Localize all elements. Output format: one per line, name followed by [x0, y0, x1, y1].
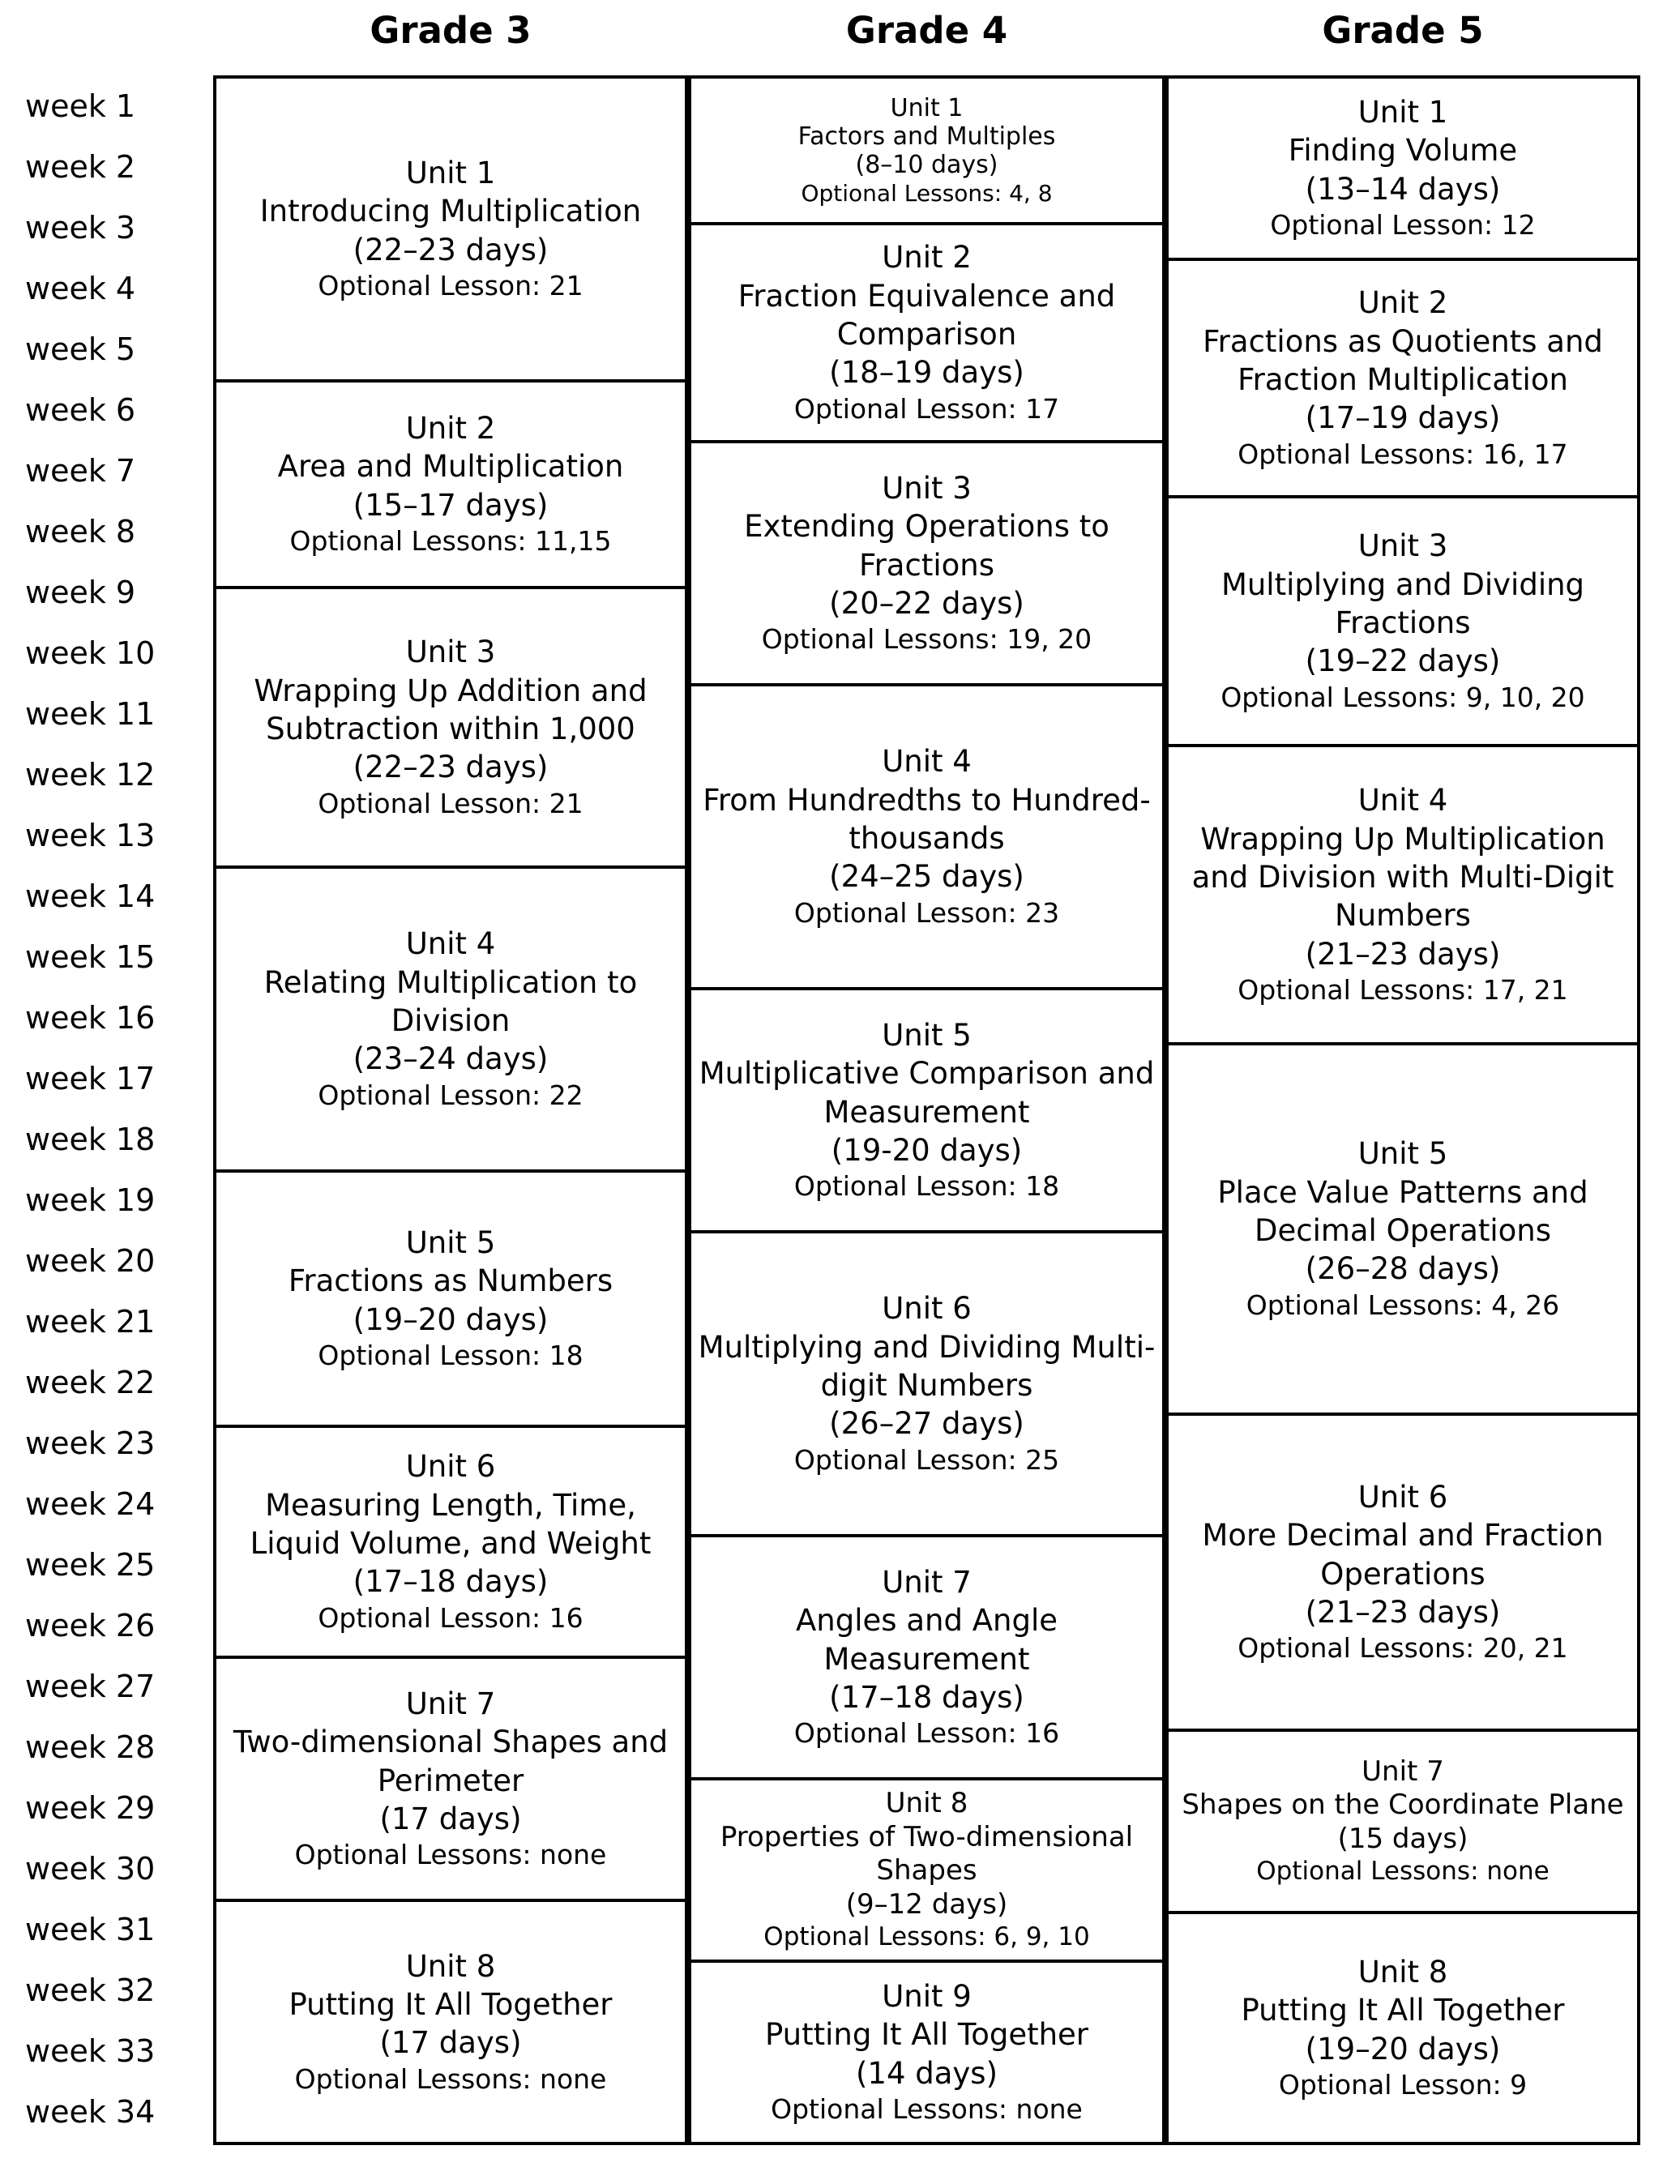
week-label: week 18: [25, 1121, 156, 1157]
week-label: week 26: [25, 1607, 156, 1643]
unit-number: Unit 5: [882, 1017, 972, 1053]
unit-number: Unit 2: [1357, 285, 1448, 321]
unit-number: Unit 2: [882, 240, 972, 276]
week-label: week 34: [25, 2093, 156, 2130]
unit-days: (17 days): [379, 1801, 522, 1836]
unit-cell-grade4-unit7: [688, 1534, 1165, 1780]
unit-number: Unit 4: [882, 744, 972, 780]
grade-column-5: [1165, 75, 1640, 2145]
unit-days: (13–14 days): [1305, 171, 1501, 207]
week-label: week 12: [25, 756, 156, 793]
unit-number: Unit 5: [1357, 1136, 1448, 1172]
unit-number: Unit 2: [405, 411, 496, 447]
week-label: week 29: [25, 1789, 156, 1826]
unit-cell-grade5-unit7: [1165, 1729, 1640, 1914]
unit-number: Unit 6: [405, 1449, 496, 1485]
unit-optional: Optional Lessons: 4, 26: [1246, 1289, 1560, 1321]
unit-cell-grade3-unit3: [213, 586, 688, 869]
unit-cell-grade3-unit7: [213, 1656, 688, 1902]
unit-days: (19–20 days): [1305, 2031, 1501, 2066]
week-label: week 25: [25, 1546, 156, 1583]
unit-title: Finding Volume: [1288, 133, 1518, 169]
week-label: week 3: [25, 209, 136, 246]
unit-number: Unit 3: [1357, 528, 1448, 564]
unit-days: (23–24 days): [353, 1041, 549, 1077]
week-label: week 30: [25, 1850, 156, 1887]
unit-title: Putting It All Together: [1241, 1993, 1565, 2028]
unit-title: Putting It All Together: [764, 2017, 1089, 2053]
unit-cell-grade3-unit5: [213, 1169, 688, 1428]
unit-optional: Optional Lesson: 12: [1270, 209, 1536, 241]
unit-title: More Decimal and Fraction Operations: [1202, 1518, 1604, 1592]
unit-cell-grade3-unit2: [213, 379, 688, 589]
unit-days: (17–18 days): [353, 1564, 549, 1600]
unit-number: Unit 1: [405, 156, 496, 191]
week-label: week 32: [25, 1972, 156, 2008]
grade-header-4: Grade 4: [845, 8, 1008, 52]
unit-cell-grade5-unit6: [1165, 1413, 1640, 1732]
unit-title: Putting It All Together: [289, 1986, 613, 2022]
unit-title: Place Value Patterns and Decimal Operations: [1217, 1174, 1588, 1249]
week-label: week 31: [25, 1911, 156, 1947]
unit-days: (24–25 days): [829, 859, 1024, 895]
unit-optional: Optional Lesson: 18: [318, 1340, 584, 1372]
unit-cell-grade4-unit4: [688, 683, 1165, 990]
unit-optional: Optional Lessons: 19, 20: [761, 623, 1092, 656]
unit-number: Unit 1: [890, 93, 964, 122]
unit-title: From Hundredths to Hundred-thousands: [703, 782, 1151, 857]
unit-number: Unit 9: [882, 1979, 972, 2015]
week-label: week 7: [25, 452, 136, 489]
week-label: week 9: [25, 574, 136, 610]
grade-column-4: [688, 75, 1165, 2145]
unit-days: (18–19 days): [829, 355, 1024, 391]
unit-title: Shapes on the Coordinate Plane: [1182, 1789, 1624, 1822]
unit-optional: Optional Lessons: 11,15: [289, 525, 612, 558]
week-label: week 27: [25, 1668, 156, 1704]
unit-optional: Optional Lesson: 16: [793, 1717, 1060, 1750]
unit-title: Fraction Equivalence and Comparison: [737, 278, 1116, 353]
week-label: week 33: [25, 2032, 156, 2069]
unit-days: (17–18 days): [829, 1679, 1024, 1715]
unit-title: Relating Multiplication to Division: [263, 964, 638, 1039]
unit-cell-grade3-unit8: [213, 1899, 688, 2145]
unit-title: Wrapping Up Addition and Subtraction within 1,000: [254, 673, 648, 747]
unit-days: (26–27 days): [829, 1406, 1024, 1442]
unit-days: (17 days): [379, 2025, 522, 2061]
unit-optional: Optional Lesson: 22: [318, 1079, 584, 1111]
unit-optional: Optional Lesson: 9: [1278, 2069, 1528, 2101]
unit-number: Unit 3: [405, 635, 496, 670]
unit-number: Unit 7: [1362, 1754, 1444, 1788]
unit-optional: Optional Lesson: 16: [318, 1601, 584, 1634]
unit-title: Extending Operations to Fractions: [744, 509, 1109, 583]
unit-cell-grade5-unit5: [1165, 1042, 1640, 1416]
unit-title: Wrapping Up Multiplication and Division with Multi-Digit Numbers: [1191, 821, 1614, 934]
week-label: week 10: [25, 635, 156, 671]
unit-number: Unit 7: [405, 1686, 496, 1721]
week-label: week 2: [25, 148, 136, 185]
unit-optional: Optional Lessons: none: [771, 2093, 1083, 2126]
unit-days: (8–10 days): [855, 151, 998, 180]
week-label: week 20: [25, 1242, 156, 1279]
grade-header-3: Grade 3: [370, 8, 532, 52]
unit-cell-grade4-unit5: [688, 987, 1165, 1233]
unit-optional: Optional Lessons: 20, 21: [1238, 1632, 1568, 1665]
week-label: week 5: [25, 331, 136, 367]
unit-optional: Optional Lesson: 21: [318, 270, 584, 302]
unit-number: Unit 8: [1357, 1955, 1448, 1990]
unit-number: Unit 6: [882, 1291, 972, 1327]
unit-optional: Optional Lessons: 6, 9, 10: [763, 1922, 1090, 1952]
unit-days: (19–22 days): [1305, 643, 1501, 679]
unit-number: Unit 8: [885, 1787, 968, 1820]
unit-optional: Optional Lessons: none: [294, 1839, 607, 1871]
unit-number: Unit 3: [882, 470, 972, 506]
week-label: week 15: [25, 938, 156, 975]
week-label: week 8: [25, 513, 136, 549]
unit-number: Unit 6: [1357, 1479, 1448, 1515]
unit-cell-grade4-unit6: [688, 1230, 1165, 1537]
unit-days: (15–17 days): [353, 487, 549, 523]
unit-title: Angles and Angle Measurement: [796, 1603, 1058, 1677]
unit-cell-grade5-unit4: [1165, 744, 1640, 1045]
unit-cell-grade4-unit8: [688, 1777, 1165, 1963]
week-label: week 4: [25, 270, 136, 306]
unit-number: Unit 4: [405, 926, 496, 962]
week-label: week 24: [25, 1485, 156, 1522]
unit-title: Measuring Length, Time, Liquid Volume, and Weight: [250, 1487, 652, 1562]
unit-optional: Optional Lesson: 23: [793, 896, 1060, 929]
unit-title: Multiplying and Dividing Multi-digit Numbers: [698, 1329, 1156, 1404]
unit-cell-grade5-unit1: [1165, 75, 1640, 261]
unit-days: (9–12 days): [845, 1887, 1008, 1921]
unit-number: Unit 5: [405, 1225, 496, 1261]
unit-days: (21–23 days): [1305, 1594, 1501, 1630]
unit-title: Properties of Two-dimensional Shapes: [720, 1820, 1134, 1887]
unit-title: Introducing Multiplication: [259, 194, 642, 229]
unit-cell-grade4-unit9: [688, 1960, 1165, 2145]
unit-optional: Optional Lesson: 21: [318, 787, 584, 819]
grade-column-3: [213, 75, 688, 2145]
unit-title: Factors and Multiples: [797, 122, 1056, 151]
unit-optional: Optional Lessons: none: [1256, 1857, 1550, 1887]
unit-days: (22–23 days): [353, 750, 549, 785]
unit-optional: Optional Lessons: 9, 10, 20: [1220, 681, 1585, 713]
unit-optional: Optional Lessons: 16, 17: [1238, 438, 1568, 470]
unit-cell-grade5-unit8: [1165, 1911, 1640, 2145]
unit-cell-grade5-unit3: [1165, 495, 1640, 747]
unit-optional: Optional Lessons: 17, 21: [1238, 973, 1568, 1006]
unit-number: Unit 8: [405, 1948, 496, 1984]
week-label: week 13: [25, 817, 156, 853]
grade-header-5: Grade 5: [1322, 8, 1484, 52]
week-label: week 1: [25, 88, 136, 124]
week-label: week 14: [25, 878, 156, 914]
week-label: week 19: [25, 1182, 156, 1218]
unit-optional: Optional Lessons: none: [294, 2062, 607, 2095]
unit-cell-grade3-unit1: [213, 75, 688, 383]
unit-days: (19–20 days): [353, 1301, 549, 1337]
unit-optional: Optional Lesson: 25: [793, 1443, 1060, 1476]
unit-days: (22–23 days): [353, 232, 549, 267]
week-label: week 21: [25, 1303, 156, 1340]
week-label: week 16: [25, 999, 156, 1036]
unit-cell-grade3-unit4: [213, 865, 688, 1173]
week-label: week 23: [25, 1425, 156, 1461]
unit-days: (19-20 days): [831, 1132, 1023, 1168]
unit-cell-grade5-unit2: [1165, 258, 1640, 498]
unit-number: Unit 7: [882, 1564, 972, 1600]
week-label: week 17: [25, 1060, 156, 1096]
unit-optional: Optional Lesson: 18: [793, 1170, 1060, 1203]
unit-days: (15 days): [1337, 1822, 1468, 1855]
unit-cell-grade3-unit6: [213, 1425, 688, 1659]
unit-title: Fractions as Numbers: [288, 1263, 613, 1299]
unit-cell-grade4-unit2: [688, 222, 1165, 443]
week-label: week 28: [25, 1729, 156, 1765]
unit-title: Fractions as Quotients and Fraction Multiplication: [1203, 323, 1603, 398]
unit-days: (20–22 days): [829, 585, 1024, 621]
unit-title: Area and Multiplication: [277, 449, 624, 485]
week-label: week 6: [25, 391, 136, 428]
unit-optional: Optional Lesson: 17: [793, 392, 1060, 425]
week-label: week 11: [25, 695, 156, 732]
unit-cell-grade4-unit3: [688, 440, 1165, 686]
unit-days: (21–23 days): [1305, 936, 1501, 972]
unit-number: Unit 4: [1357, 783, 1448, 818]
unit-days: (26–28 days): [1305, 1251, 1501, 1287]
unit-cell-grade4-unit1: [688, 75, 1165, 225]
week-label: week 22: [25, 1364, 156, 1400]
unit-days: (17–19 days): [1305, 400, 1501, 436]
unit-optional: Optional Lessons: 4, 8: [801, 179, 1053, 207]
unit-title: Two-dimensional Shapes and Perimeter: [233, 1725, 669, 1798]
unit-title: Multiplying and Dividing Fractions: [1220, 566, 1585, 641]
unit-title: Multiplicative Comparison and Measurement: [699, 1056, 1155, 1130]
unit-days: (14 days): [855, 2055, 998, 2091]
unit-number: Unit 1: [1357, 95, 1448, 130]
